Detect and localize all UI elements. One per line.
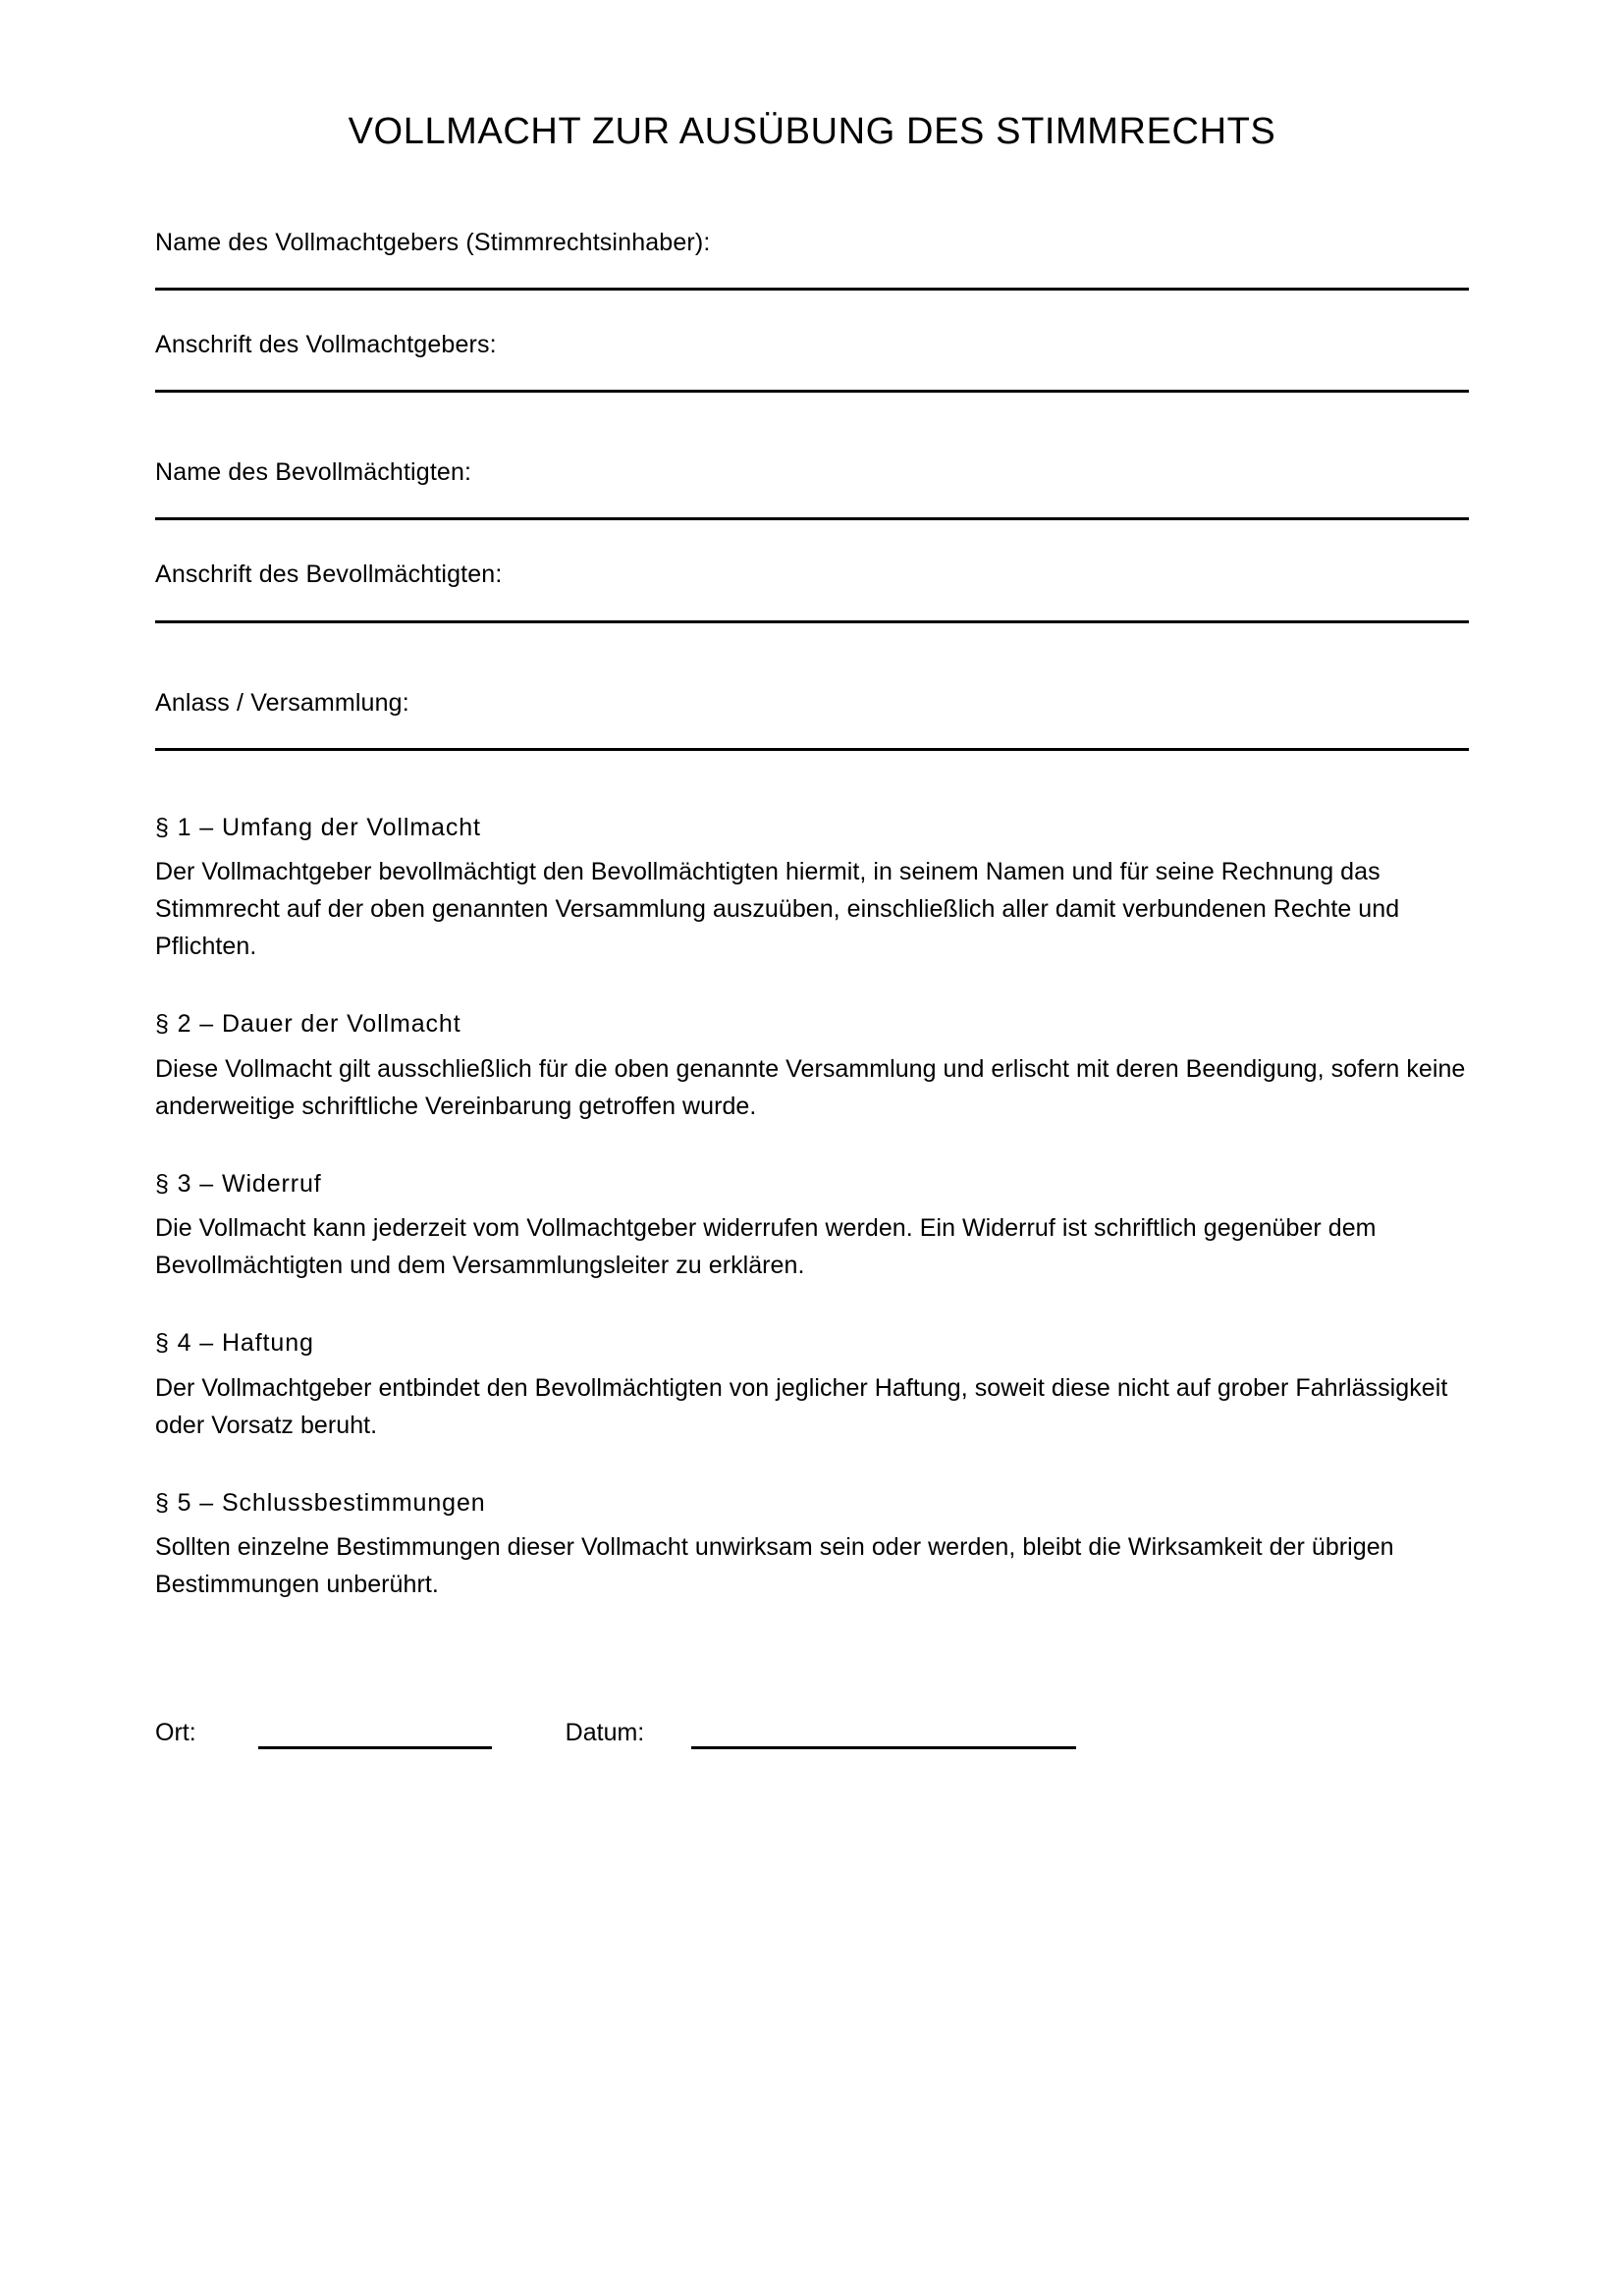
place-write-line[interactable] — [258, 1746, 492, 1749]
field-address-proxy — [155, 560, 1469, 622]
clause-4 — [155, 1327, 1469, 1444]
clause-body: Der Vollmachtgeber entbindet den Bevollmächtigten von jeglicher Haftung, soweit diese nicht auf grober Fahrlässigkeit oder Vorsatz beruht. — [155, 1373, 1448, 1439]
clause-body: Diese Vollmacht gilt ausschließlich für die oben genannte Versammlung und erlischt mit deren Beendigung, sofern keine anderweitige schriftliche Vereinbarung getroffen wurde. — [155, 1054, 1466, 1120]
field-write-line[interactable] — [155, 517, 1469, 520]
document-body — [155, 0, 1469, 1749]
clause-2 — [155, 1008, 1469, 1125]
clause-5 — [155, 1487, 1469, 1604]
date-write-line[interactable] — [691, 1746, 1076, 1749]
clause-body: Der Vollmachtgeber bevollmächtigt den Bevollmächtigten hiermit, in seinem Namen und für seine Rechnung das Stimmrecht auf der oben genannten Versammlung auszuüben, einschließlich aller damit verbundenen Rechte und Pflichten. — [155, 858, 1400, 961]
form-fields-block — [155, 228, 1469, 751]
clause-heading: § 1 – Umfang der Vollmacht — [155, 813, 481, 841]
page-title: VOLLMACHT ZUR AUSÜBUNG DES STIMMRECHTS — [348, 111, 1276, 152]
field-address-grantor — [155, 330, 1469, 393]
date-group — [566, 1721, 1077, 1749]
field-write-line[interactable] — [155, 390, 1469, 393]
field-write-line[interactable] — [155, 288, 1469, 291]
field-label: Name des Bevollmächtigten: — [155, 458, 472, 487]
clause-1 — [155, 812, 1469, 966]
clause-body: Sollten einzelne Bestimmungen dieser Vollmacht unwirksam sein oder werden, bleibt die Wirksamkeit der übrigen Bestimmungen unberührt. — [155, 1533, 1394, 1599]
date-label: Datum: — [565, 1719, 645, 1747]
clause-heading: § 4 – Haftung — [155, 1329, 314, 1358]
field-occasion-assembly — [155, 688, 1469, 751]
place-group — [155, 1721, 492, 1749]
clause-heading: § 5 – Schlussbestimmungen — [155, 1488, 486, 1517]
clause-heading: § 3 – Widerruf — [155, 1169, 322, 1198]
signature-row — [155, 1721, 1469, 1749]
field-label: Anschrift des Vollmachtgebers: — [155, 330, 497, 358]
place-label: Ort: — [155, 1719, 196, 1747]
field-name-proxy — [155, 457, 1469, 520]
field-write-line[interactable] — [155, 620, 1469, 623]
field-write-line[interactable] — [155, 748, 1469, 751]
clause-3 — [155, 1168, 1469, 1285]
clause-heading: § 2 – Dauer der Vollmacht — [155, 1010, 461, 1039]
field-name-grantor — [155, 228, 1469, 291]
field-label: Anschrift des Bevollmächtigten: — [155, 561, 503, 589]
clause-body: Die Vollmacht kann jederzeit vom Vollmachtgeber widerrufen werden. Ein Widerruf ist schriftlich gegenüber dem Bevollmächtigten und dem Versammlungsleiter zu erklären. — [155, 1214, 1377, 1280]
field-label: Name des Vollmachtgebers (Stimmrechtsinhaber): — [155, 228, 711, 256]
clauses-block — [155, 812, 1469, 1604]
field-label: Anlass / Versammlung: — [155, 688, 409, 717]
